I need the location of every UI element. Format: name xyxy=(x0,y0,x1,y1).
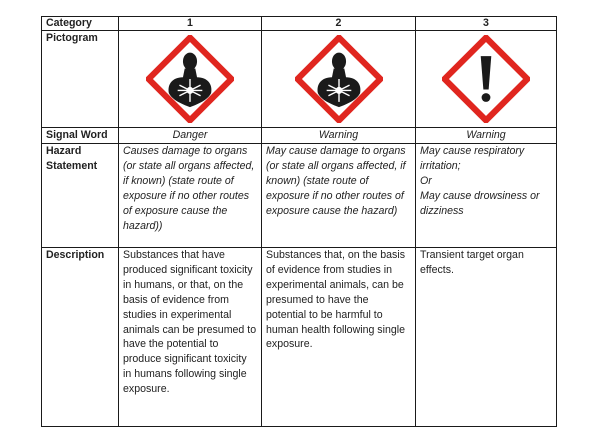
signal-word-row xyxy=(42,128,557,144)
description-3: Transient target organ effects. xyxy=(416,248,557,427)
ghs-classification-table xyxy=(41,16,557,427)
description-label: Description xyxy=(42,248,119,427)
pictogram-cell-3 xyxy=(416,31,557,128)
category-3-header: 3 xyxy=(416,17,557,31)
category-header: Category xyxy=(42,17,119,31)
hazard-statement-2: May cause damage to organs (or state all organs affected, if known) (state route of exposure if no other routes of exposure cause the hazard) xyxy=(262,144,416,248)
description-row xyxy=(42,248,557,427)
description-2: Substances that, on the basis of evidence from studies in experimental animals, can be presumed to have the potential to be harmful to human health following single exposure. xyxy=(262,248,416,427)
hazard-statement-3: May cause respiratory irritation; Or May cause drowsiness or dizziness xyxy=(416,144,557,248)
pictogram-cell-1 xyxy=(119,31,262,128)
hazard-statement-label: Hazard Statement xyxy=(42,144,119,248)
pictogram-row xyxy=(42,31,557,128)
pictogram-cell-2 xyxy=(262,31,416,128)
signal-word-3: Warning xyxy=(416,128,557,144)
description-1: Substances that have produced significant toxicity in humans, or that, on the basis of evidence from studies in experimental animals can be presumed to have the potential to produce significant toxicity in humans following single exposure. xyxy=(119,248,262,427)
health-hazard-icon xyxy=(295,35,383,123)
health-hazard-icon xyxy=(146,35,234,123)
hazard-statement-1: Causes damage to organs (or state all organs affected, if known) (state route of exposure if no other routes of exposure cause the hazard)) xyxy=(119,144,262,248)
category-1-header: 1 xyxy=(119,17,262,31)
signal-word-label: Signal Word xyxy=(42,128,119,144)
hazard-statement-row xyxy=(42,144,557,248)
signal-word-2: Warning xyxy=(262,128,416,144)
exclamation-mark-icon xyxy=(442,35,530,123)
header-row xyxy=(42,17,557,31)
pictogram-label: Pictogram xyxy=(42,31,119,128)
category-2-header: 2 xyxy=(262,17,416,31)
signal-word-1: Danger xyxy=(119,128,262,144)
